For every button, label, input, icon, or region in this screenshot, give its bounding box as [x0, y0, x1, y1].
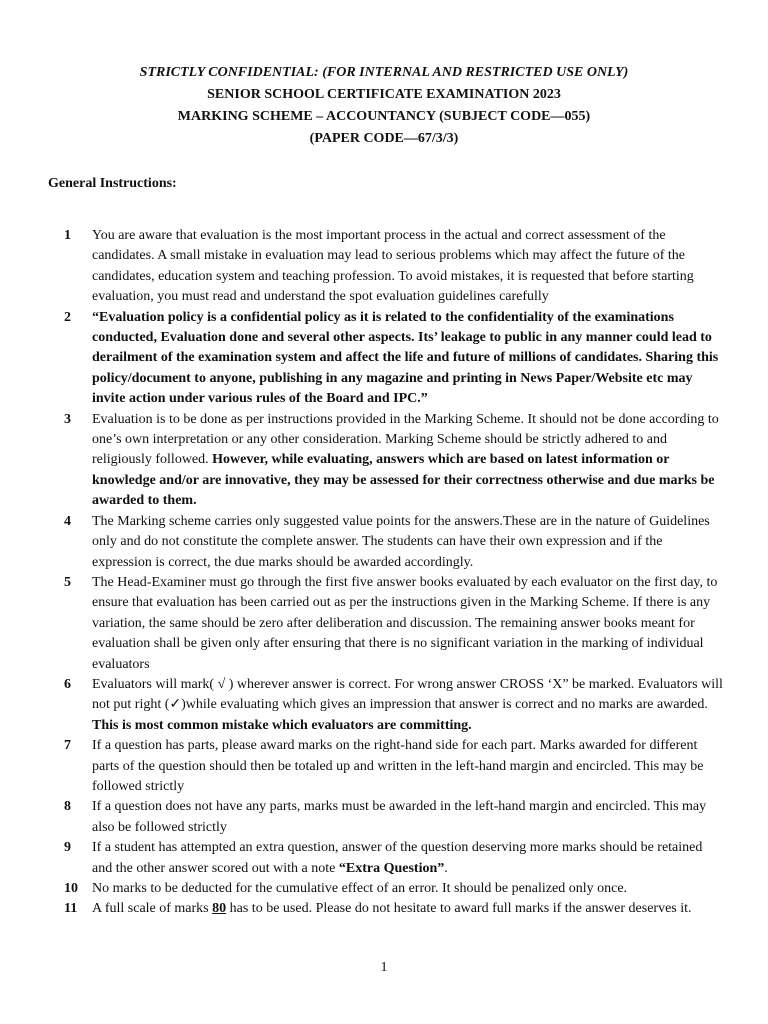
item-text: [92, 410, 724, 512]
item-text: [92, 675, 724, 736]
item-text-regular: If a question does not have any parts, marks must be awarded in the left-hand margin and encircled. This may also be followed strictly: [92, 799, 707, 835]
item-text-regular: No marks to be deducted for the cumulative effect of an error. It should be penalized only once.: [92, 881, 628, 896]
item-number: 7: [64, 738, 71, 754]
exam-title: SENIOR SCHOOL CERTIFICATE EXAMINATION 2023: [207, 87, 561, 102]
item-text-regular: You are aware that evaluation is the most important process in the actual and correct assessment of the candidates. A small mistake in evaluation may lead to serious problems which may affect the future of the candidates, education system and teaching profession. To avoid mistakes, it is requested that before starting evaluation, you must read and understand the spot evaluation guidelines carefully: [92, 228, 694, 305]
instruction-item-9: [64, 838, 724, 879]
item-text-regular: Evaluators will mark( √ ) wherever answer is correct. For wrong answer CROSS ‘X” be marked. Evaluators will not put right (✓)while evaluating which gives an impression that answer is correct and no marks are awarded.: [92, 676, 723, 713]
item-text: [92, 797, 724, 838]
instruction-item-2: [64, 308, 724, 410]
item-text: [92, 308, 724, 410]
instruction-item-11: [64, 899, 724, 919]
item-text: [92, 573, 724, 675]
paper-code: (PAPER CODE—67/3/3): [309, 131, 459, 146]
item-number: 4: [64, 513, 71, 529]
item-text-regular: The Marking scheme carries only suggested value points for the answers.These are in the nature of Guidelines only and do not constitute the complete answer. The students can have their own expression and if the expression is correct, the due marks should be awarded accordingly.: [92, 513, 710, 570]
item-text-regular: Evaluation is to be done as per instructions provided in the Marking Scheme. It should not be done according to one’s own interpretation or any other consideration. Marking Scheme should be strictly adhered to and religiously followed.: [92, 411, 719, 468]
instruction-item-7: [64, 736, 724, 797]
item-number: 10: [64, 881, 78, 896]
instruction-item-4: [64, 512, 724, 573]
item-text-regular: If a student has attempted an extra question, answer of the question deserving more marks should be retained and the other answer scored out with a note: [92, 840, 703, 876]
item-text-bold: This is most common mistake which evaluators are committing.: [92, 717, 472, 733]
instruction-item-3: [64, 410, 724, 512]
instruction-item-5: [64, 573, 724, 675]
item-number: 9: [64, 840, 71, 856]
item-text: [92, 899, 724, 919]
item-number: 3: [64, 411, 71, 427]
item-text-bold: “Extra Question”: [338, 860, 445, 876]
item-text-bold: However, while evaluating, answers which are based on latest information or knowledge and/or are innovative, they may be assessed for their correctness otherwise and due marks be awarded to them.: [92, 452, 715, 509]
confidential-notice: STRICTLY CONFIDENTIAL: (FOR INTERNAL AND RESTRICTED USE ONLY): [139, 65, 629, 80]
page-number: 1: [380, 960, 388, 975]
item-text: [92, 512, 724, 573]
full-marks-value: 80: [212, 901, 227, 917]
instruction-item-8: [64, 797, 724, 838]
item-text-tail: .: [444, 860, 448, 876]
item-text-regular: A full scale of marks: [92, 901, 213, 917]
item-text-bold: “Evaluation policy is a confidential policy as it is related to the confidentiality of the examinations conducted, Evaluation done and several other aspects. Its’ leakage to public in any manner could lead to derailment of the examination system and affect the life and future of millions of candidates. Sharing this policy/document to anyone, publishing in any magazine and printing in News Paper/Website etc may invite action under various rules of the Board and IPC.”: [92, 309, 719, 407]
marking-scheme-title: MARKING SCHEME – ACCOUNTANCY (SUBJECT CODE—055): [177, 109, 591, 124]
item-number: 6: [64, 676, 71, 692]
item-text-regular: If a question has parts, please award marks on the right-hand side for each part. Marks awarded for different parts of the question should then be totaled up and written in the left-hand margin and encircled. This may be followed strictly: [92, 738, 704, 794]
item-text: [92, 879, 724, 899]
instruction-item-1: [64, 226, 724, 308]
instruction-item-6: [64, 675, 724, 736]
item-number: 8: [64, 799, 71, 815]
item-number: 11: [64, 901, 78, 917]
item-text: [92, 838, 724, 879]
item-text: [92, 226, 724, 308]
instruction-list: [64, 226, 724, 920]
general-instructions-heading: General Instructions:: [48, 176, 177, 191]
instruction-item-10: [64, 879, 724, 899]
item-number: 1: [64, 228, 71, 243]
document-header: [0, 62, 768, 150]
item-number: 5: [64, 574, 71, 590]
item-text: [92, 736, 724, 797]
item-number: 2: [64, 309, 71, 325]
item-text-tail: has to be used. Please do not hesitate to award full marks if the answer deserves it.: [226, 901, 692, 917]
item-text-regular: The Head-Examiner must go through the first five answer books evaluated by each evaluator on the first day, to ensure that evaluation has been carried out as per the instructions given in the Marking Scheme. If there is any variation, the same should be zero after deliberation and discussion. The remaining answer books meant for evaluation shall be given only after ensuring that there is no significant variation in the marking of individual evaluators: [92, 574, 718, 672]
